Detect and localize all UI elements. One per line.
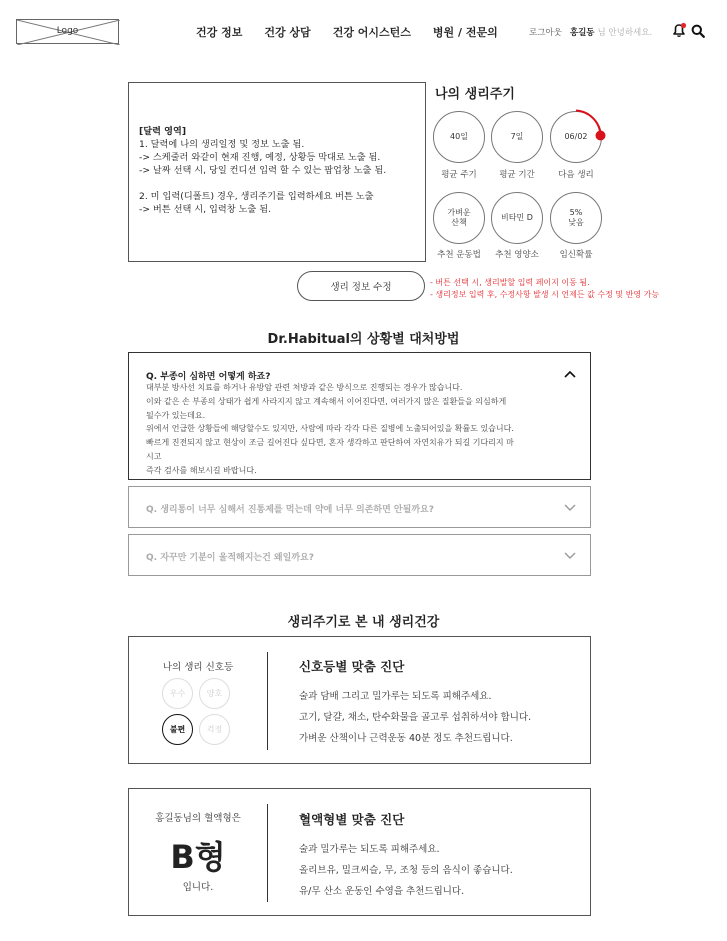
calendar-line: 1. 달력에 나의 생리일정 및 정보 노출 됨.	[139, 139, 305, 150]
faq-answer	[146, 381, 576, 478]
stat-circle-avg-period	[491, 111, 543, 163]
calendar-line: -> 스케줄러 와같이 현재 진행, 예정, 상황등 막대로 노출 됨.	[139, 152, 381, 163]
main-nav	[196, 24, 498, 40]
stat-circle-avg-cycle	[433, 111, 485, 163]
bell-icon[interactable]	[671, 22, 687, 38]
nav-hospital-expert[interactable]: 병원 / 전문의	[432, 26, 498, 39]
chevron-down-icon[interactable]	[564, 504, 576, 512]
calendar-line: -> 버튼 선택 시, 입력창 노출 됨.	[139, 204, 272, 215]
stat-label: 다음 생리	[558, 170, 594, 180]
signal-heading: 신호등별 맞춤 진단	[299, 659, 405, 674]
faq-question: Q. 자꾸만 기분이 울적해지는건 왜일까요?	[146, 553, 314, 563]
health-title: 생리주기로 본 내 생리건강	[287, 615, 440, 630]
logo-text: Logo	[56, 26, 79, 36]
faq-answer-line: 될수가 있는데요.	[146, 410, 206, 420]
divider	[267, 804, 268, 902]
nav-health-info[interactable]: 건강 정보	[196, 26, 243, 39]
faq-title: Dr.Habitual의 상황별 대처방법	[267, 332, 460, 347]
rec-label: 임신확률	[559, 250, 593, 260]
rec-circle-nutrient	[491, 192, 543, 244]
edit-note: - 버튼 선택 시, 생리발할 입력 페이지 이동 됨.	[430, 278, 590, 287]
faq-answer-line: 시고	[146, 451, 162, 461]
signal-advice-line: 술과 담배 그리고 밀가루는 되도록 피해주세요.	[299, 691, 492, 702]
blood-diagnosis-box	[128, 788, 591, 916]
chevron-down-icon[interactable]	[564, 552, 576, 560]
greeting-text: 님 안녕하세요.	[597, 28, 653, 38]
rec-value: 가벼운 산책	[447, 208, 471, 227]
logo[interactable]	[16, 19, 119, 44]
cycle-title: 나의 생리주기	[435, 87, 515, 102]
edit-note: - 생리정보 입력 후, 수정사항 발생 시 언제든 값 수정 및 반영 가능	[430, 290, 660, 299]
stat-value: 06/02	[564, 132, 588, 141]
rec-value: 5% 낮음	[568, 208, 584, 227]
faq-answer-line: 이와 같은 손 부종의 상태가 쉽게 사라지지 않고 계속해서 이어진다면, 여러가지 많은 질환들을 의심하게	[146, 396, 507, 406]
rec-circle-exercise	[433, 192, 485, 244]
faq-answer-line: 대부분 방사선 치료를 하거나 유방암 관련 처방과 같은 방식으로 진행되는 경우가 많습니다.	[146, 383, 463, 392]
edit-cycle-button[interactable]: 생리 정보 수정	[297, 271, 425, 301]
faq-answer-line: 즉각 검사를 해보시길 바랍니다.	[146, 465, 257, 475]
stat-label: 평균 기간	[499, 170, 535, 180]
signal-light-good: 양호	[199, 678, 230, 709]
blood-advice-line: 술과 밀가루는 되도록 피해주세요.	[299, 844, 440, 855]
signal-light-worry: 걱정	[199, 714, 230, 745]
stat-label: 평균 주기	[441, 170, 477, 180]
logout-link[interactable]: 로그아웃	[529, 28, 562, 38]
signal-advice-line: 가벼운 산책이나 근력운동 40분 정도 추천드립니다.	[299, 733, 513, 744]
user-area	[529, 26, 652, 38]
nav-health-assistance[interactable]: 건강 어시스턴스	[332, 26, 411, 39]
faq-item-closed[interactable]	[128, 486, 591, 528]
rec-label: 추천 운동법	[437, 250, 481, 260]
signal-diagnosis-box	[128, 636, 591, 764]
calendar-line: 2. 미 입력(디폴트) 경우, 생리주기를 입력하세요 버튼 노출	[139, 191, 374, 202]
blood-heading: 혈액형별 맞춤 진단	[299, 812, 405, 827]
blood-label: 홍길동님의 혈액형은	[155, 813, 241, 824]
calendar-area[interactable]	[128, 82, 426, 262]
rec-value: 비타민 D	[501, 213, 533, 222]
blood-suffix: 입니다.	[182, 882, 214, 893]
signal-label: 나의 생리 신호등	[162, 662, 234, 673]
faq-question: Q. 부종이 심하면 어떻게 하죠?	[146, 372, 271, 382]
search-icon[interactable]	[691, 24, 705, 38]
user-name: 홍길동	[569, 28, 595, 38]
calendar-description	[139, 125, 386, 216]
nav-health-consult[interactable]: 건강 상담	[264, 26, 311, 39]
chevron-up-icon[interactable]	[564, 370, 576, 378]
rec-label: 추천 영양소	[495, 250, 539, 260]
faq-question: Q. 생리통이 너무 심해서 진통제를 먹는데 약에 너무 의존하면 안될까요?	[146, 505, 434, 515]
rec-circle-pregnancy	[550, 192, 602, 244]
faq-item-closed[interactable]	[128, 534, 591, 576]
blood-advice-line: 올리브유, 밀크씨슬, 무, 조청 등의 음식이 좋습니다.	[299, 865, 513, 876]
calendar-line: -> 날짜 선택 시, 당일 컨디션 입력 할 수 있는 팝업창 노출 됨.	[139, 165, 387, 176]
stat-value: 40일	[450, 132, 468, 141]
signal-light-excellent: 우수	[162, 678, 193, 709]
stat-value: 7일	[510, 132, 524, 141]
blood-advice-line: 유/무 산소 운동인 수영을 추천드립니다.	[299, 886, 465, 897]
faq-answer-line: 위에서 언급한 상황들에 해당할수도 있지만, 사람에 따라 각각 다른 질병에 노출되어있을 확률도 있습니다.	[146, 424, 514, 434]
divider	[267, 652, 268, 750]
faq-answer-line: 빠르게 진전되지 않고 현상이 조금 길어진다 싶다면, 혼자 생각하고 판단하여 자연치유가 되길 기다리지 마	[146, 438, 514, 448]
signal-light-uncomfortable: 불편	[162, 714, 193, 745]
faq-item-open[interactable]	[128, 352, 591, 480]
blood-type: B형	[170, 838, 226, 876]
next-period-progress-arc	[548, 108, 610, 148]
signal-advice-line: 고기, 달걀, 채소, 탄수화물을 골고루 섭취하셔야 합니다.	[299, 712, 532, 723]
calendar-title: [달력 영역]	[139, 126, 187, 137]
